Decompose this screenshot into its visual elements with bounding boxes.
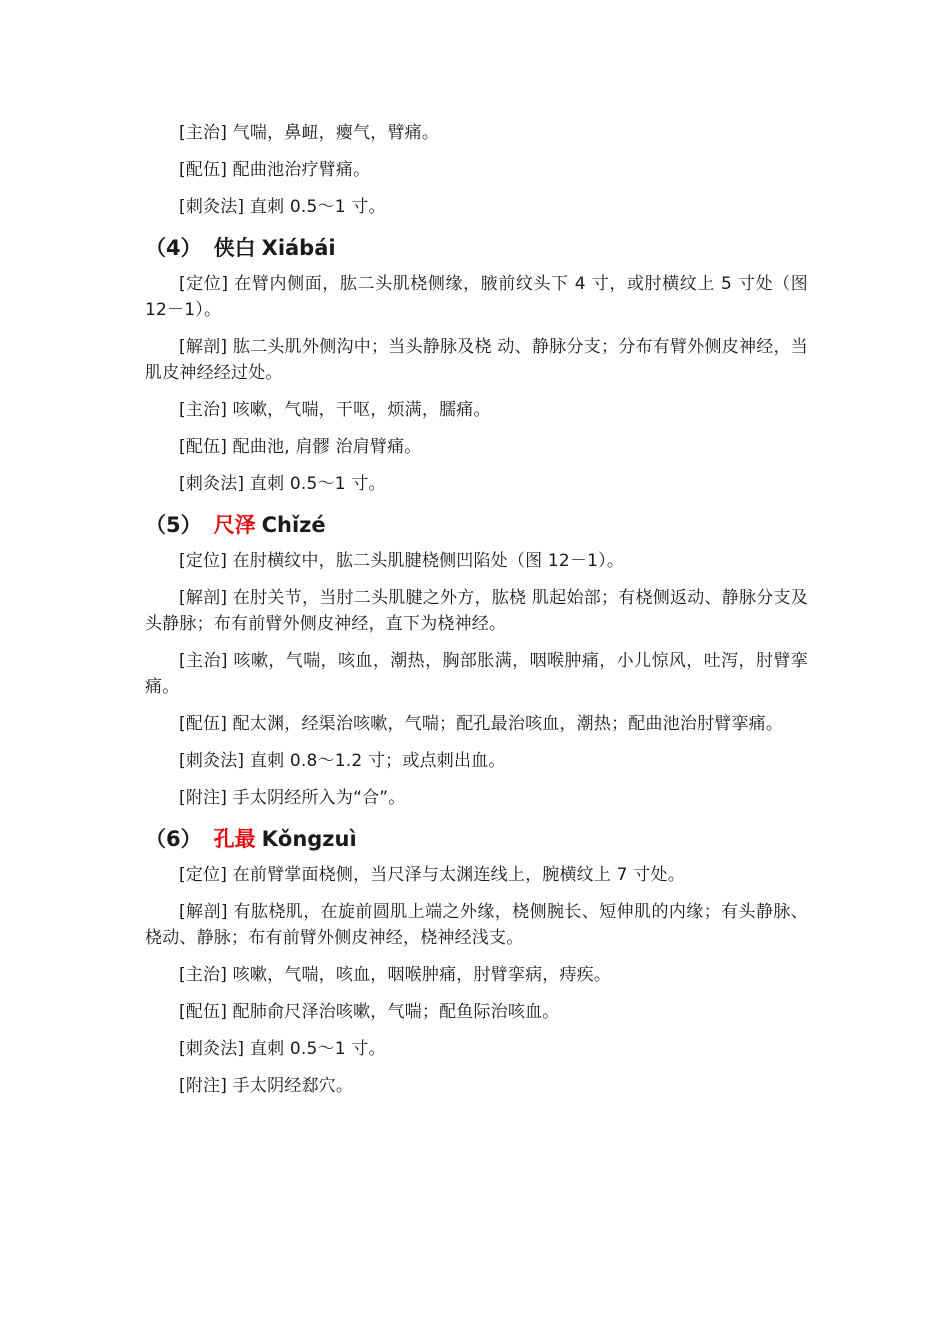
field-tag: [附注]	[179, 1076, 228, 1096]
paragraph	[145, 397, 808, 423]
field-tag: [刺灸法]	[179, 751, 245, 771]
paragraph	[145, 585, 808, 637]
field-text: 手太阴经郄穴。	[227, 1076, 354, 1096]
field-tag: [解剖]	[179, 902, 228, 922]
field-tag: [刺灸法]	[179, 474, 245, 494]
field-tag: [附注]	[179, 788, 228, 808]
field-text: 配肺俞尺泽治咳嗽，气喘；配鱼际治咳血。	[227, 1002, 560, 1022]
section-heading	[145, 822, 808, 856]
paragraph	[145, 962, 808, 988]
field-tag: [定位]	[179, 865, 228, 885]
field-tag: [配伍]	[179, 437, 228, 457]
field-text: 配曲池, 肩髎 治肩臂痛。	[227, 437, 422, 457]
field-text: 咳嗽，气喘，咳血，咽喉肿痛，肘臂挛病，痔疾。	[227, 965, 612, 985]
paragraph	[145, 711, 808, 737]
field-tag: [配伍]	[179, 1002, 228, 1022]
paragraph	[145, 434, 808, 460]
paragraph	[145, 862, 808, 888]
field-text: 直刺 0.5～1 寸。	[244, 197, 386, 217]
acupoint-section	[145, 508, 808, 811]
field-text: 肱二头肌外侧沟中；当头静脉及桡 动、静脉分支；分布有臂外侧皮神经，当肌皮神经经过处。	[145, 337, 808, 383]
paragraph	[145, 785, 808, 811]
field-text: 手太阴经所入为“合”。	[227, 788, 406, 808]
acupoint-pinyin: Kǒngzuì	[261, 827, 357, 851]
acupoint-pinyin: Chǐzé	[261, 513, 326, 537]
field-text: 咳嗽，气喘，咳血，潮热，胸部胀满，咽喉肿痛，小儿惊风，吐泻，肘臂挛痛。	[145, 651, 808, 697]
paragraph	[145, 648, 808, 700]
acupoint-name: 尺泽	[213, 513, 256, 537]
paragraph	[145, 1073, 808, 1099]
section-heading	[145, 231, 808, 265]
acupoint-name: 侠白	[213, 236, 256, 260]
field-tag: [配伍]	[179, 714, 228, 734]
paragraph	[145, 334, 808, 386]
field-tag: [刺灸法]	[179, 197, 245, 217]
field-tag: [主治]	[179, 965, 228, 985]
intro-paragraph	[145, 157, 808, 183]
paragraph	[145, 899, 808, 951]
section-heading	[145, 508, 808, 542]
field-text: 气喘，鼻衄，瘿气，臂痛。	[227, 123, 440, 143]
paragraph	[145, 471, 808, 497]
acupoint-pinyin: Xiábái	[261, 236, 336, 260]
field-text: 直刺 0.8～1.2 寸；或点刺出血。	[244, 751, 506, 771]
section-number: （4）	[145, 236, 202, 260]
intro-paragraph	[145, 120, 808, 146]
paragraph	[145, 1036, 808, 1062]
paragraph	[145, 748, 808, 774]
field-text: 有肱桡肌，在旋前圆肌上端之外缘，桡侧腕长、短伸肌的内缘；有头静脉、桡动、静脉；布有前臂外侧皮神经，桡神经浅支。	[145, 902, 808, 948]
field-tag: [刺灸法]	[179, 1039, 245, 1059]
field-tag: [定位]	[179, 274, 229, 294]
section-number: （6）	[145, 827, 202, 851]
acupoint-name: 孔最	[213, 827, 256, 851]
field-tag: [解剖]	[179, 337, 228, 357]
field-tag: [解剖]	[179, 588, 228, 608]
field-text: 在肘横纹中，肱二头肌腱桡侧凹陷处（图 12－1）。	[227, 551, 625, 571]
field-text: 咳嗽，气喘，干呕，烦满，臑痛。	[227, 400, 491, 420]
field-text: 在前臂掌面桡侧，当尺泽与太渊连线上，腕横纹上 7 寸处。	[227, 865, 685, 885]
page-content	[145, 120, 808, 1110]
field-text: 直刺 0.5～1 寸。	[244, 474, 386, 494]
intro-block	[145, 120, 808, 220]
field-tag: [主治]	[179, 400, 228, 420]
field-text: 直刺 0.5～1 寸。	[244, 1039, 386, 1059]
field-text: 在臂内侧面，肱二头肌桡侧缘，腋前纹头下 4 寸，或肘横纹上 5 寸处（图 12－1）。	[145, 274, 808, 320]
acupoint-section	[145, 231, 808, 497]
field-tag: [定位]	[179, 551, 228, 571]
field-text: 配曲池治疗臂痛。	[227, 160, 371, 180]
field-tag: [主治]	[179, 651, 228, 671]
paragraph	[145, 271, 808, 323]
field-tag: [主治]	[179, 123, 228, 143]
section-number: （5）	[145, 513, 202, 537]
paragraph	[145, 548, 808, 574]
paragraph	[145, 999, 808, 1025]
field-text: 在肘关节，当肘二头肌腱之外方，肱桡 肌起始部；有桡侧返动、静脉分支及头静脉；布有前臂外侧皮神经，直下为桡神经。	[145, 588, 808, 634]
intro-paragraph	[145, 194, 808, 220]
acupoint-section	[145, 822, 808, 1099]
field-tag: [配伍]	[179, 160, 228, 180]
field-text: 配太渊，经渠治咳嗽，气喘；配孔最治咳血，潮热；配曲池治肘臂挛痛。	[227, 714, 784, 734]
